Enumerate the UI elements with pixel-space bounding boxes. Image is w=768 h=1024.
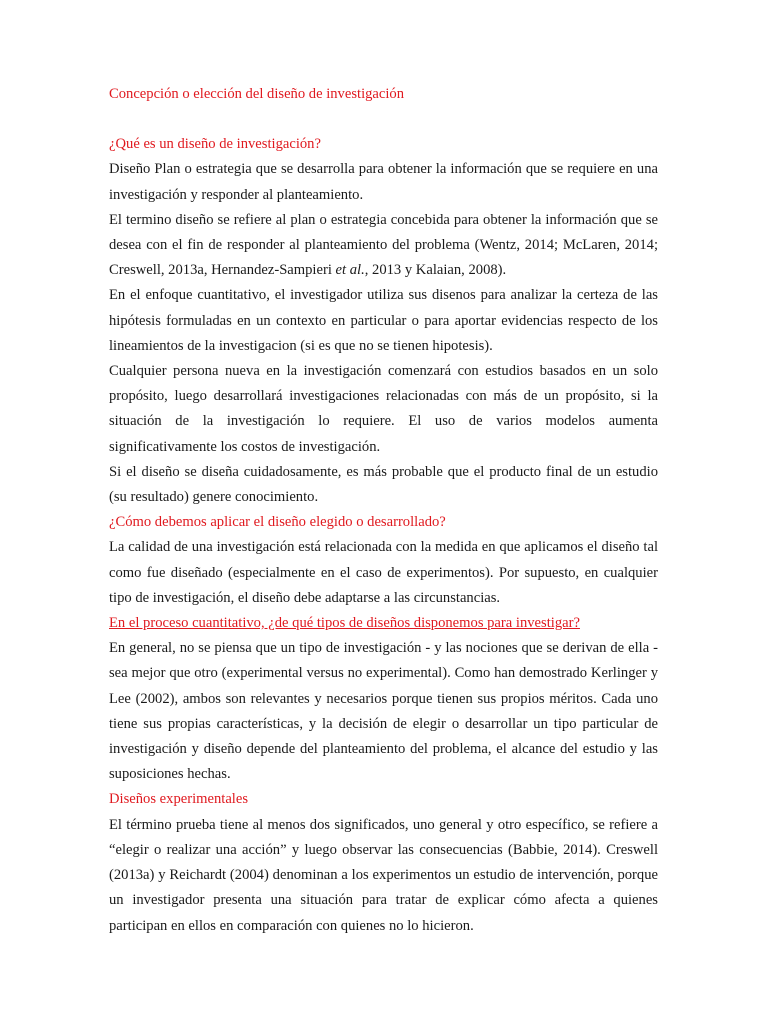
paragraph-design-term-end: , 2013 y Kalaian, 2008).: [364, 262, 507, 279]
paragraph-careful-design: Si el diseño se diseña cuidadosamente, es más probable que el producto final de un estudio (su resultado) genere conocimiento.: [109, 463, 658, 506]
paragraph-design-term-text: El termino diseño se refiere al plan o estrategia concebida para obtener la información que se desea con el fin de responder al planteamiento del problema (Wentz, 2014; McLaren, 2014; Creswell, 2013a, Hernandez-Sampieri: [109, 211, 658, 279]
paragraph-design-term-italic: et al.: [335, 262, 365, 279]
section-heading-what-is-design: ¿Qué es un diseño de investigación?: [109, 136, 321, 153]
paragraph-design-definition: Diseño Plan o estrategia que se desarrolla para obtener la información que se requiere en una investigación y responder al planteamiento.: [109, 161, 658, 203]
paragraph-new-researcher: Cualquier persona nueva en la investigación comenzará con estudios basados en un solo propósito, luego desarrollará investigaciones relacionadas con más de un propósito, si la situación de la investigación lo requiere. El uso de varios modelos aumenta significativamente los costos de investigación.: [109, 363, 658, 455]
paragraph-quantitative-approach: En el enfoque cuantitativo, el investigador utiliza sus disenos para analizar la certeza de las hipótesis formuladas en un contexto en particular o para aportar evidencias respecto de los lineamientos de la investigacion (si es que no se tienen hipotesis).: [109, 287, 658, 354]
paragraph-experimental-designs: El término prueba tiene al menos dos significados, uno general y otro específico, se refiere a “elegir o realizar una acción” y luego observar las consecuencias (Babbie, 2014). Creswell (2013a) y Reichardt (2004) denominan a los experimentos un estudio de intervención, porque un investigador presenta una situación para tratar de explicar cómo afecta a quienes participan en ellos en comparación con quienes no lo hicieron.: [109, 816, 658, 934]
paragraph-design-term: [109, 208, 658, 284]
section-heading-experimental-designs: Diseños experimentales: [109, 791, 249, 808]
section-heading-design-types: En el proceso cuantitativo, ¿de qué tipos de diseños disponemos para investigar?: [109, 615, 580, 632]
document-page: [109, 82, 658, 939]
section-heading-apply-design: ¿Cómo debemos aplicar el diseño elegido o desarrollado?: [109, 514, 446, 531]
paragraph-design-types: En general, no se piensa que un tipo de investigación - y las nociones que se derivan de ella - sea mejor que otro (experimental versus no experimental). Como han demostrado Kerlinger y Lee (2002), ambos son relevantes y necesarios porque tienen sus propios méritos. Cada uno tiene sus propias características, y la decisión de elegir o desarrollar un tipo particular de investigación y diseño depende del planteamiento del problema, el alcance del estudio y las suposiciones hechas.: [109, 640, 658, 783]
paragraph-research-quality: La calidad de una investigación está relacionada con la medida en que aplicamos el diseño tal como fue diseñado (especialmente en el caso de experimentos). Por supuesto, en cualquier tipo de investigación, el diseño debe adaptarse a las circunstancias.: [109, 539, 658, 606]
document-title: Concepción o elección del diseño de investigación: [109, 86, 405, 102]
